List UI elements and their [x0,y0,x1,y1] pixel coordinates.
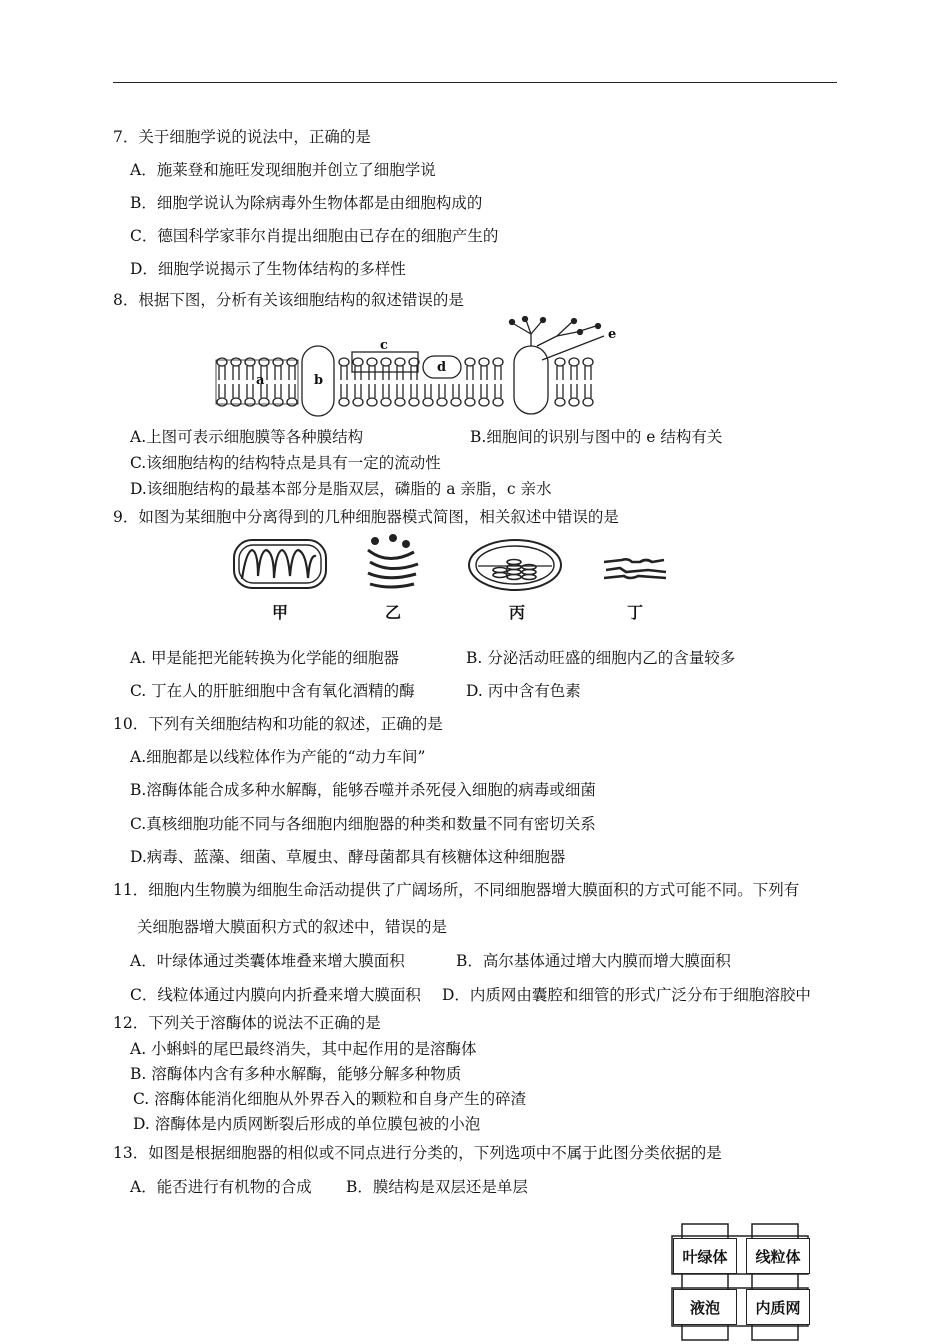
q10-option-d: D.病毒、蓝藻、细菌、草履虫、酵母菌都具有核糖体这种细胞器 [130,848,566,866]
q8-option-a: A.上图可表示细胞膜等各种膜结构 [130,428,364,446]
q12-option-a: A. 小蝌蚪的尾巴最终消失，其中起作用的是溶酶体 [130,1040,477,1058]
organelle-label-ding: 丁 [626,603,644,622]
label-b: b [314,373,324,388]
label-e: e [608,327,617,342]
label-d: d [437,360,447,375]
q11-option-b: B．高尔基体通过增大内膜而增大膜面积 [456,952,731,970]
q11-option-c: C．线粒体通过内膜向内折叠来增大膜面积 [130,986,421,1004]
q8-stem: 8．根据下图，分析有关该细胞结构的叙述错误的是 [113,291,464,309]
q8-option-b: B.细胞间的识别与图中的 e 结构有关 [470,428,723,446]
phospholipid-bilayer-middle [339,358,503,406]
q8-option-c: C.该细胞结构的结构特点是具有一定的流动性 [130,454,441,472]
label-a: a [256,373,265,388]
q11-option-d: D．内质网由囊腔和细管的形式广泛分布于细胞溶胶中 [442,986,811,1004]
header-rule [113,82,837,83]
q12-option-c: C. 溶酶体能消化细胞从外界吞入的颗粒和自身产生的碎渣 [133,1090,527,1108]
membrane-diagram [212,316,632,420]
q13-stem: 13．如图是根据细胞器的相似或不同点进行分类的，下列选项中不属于此图分类依据的是 [113,1144,722,1162]
q7-option-c: C．德国科学家菲尔肖提出细胞由已存在的细胞产生的 [130,227,499,245]
q9-option-d: D. 丙中含有色素 [466,682,581,700]
organelle-label-yi: 乙 [384,603,402,622]
q10-option-c: C.真核细胞功能不同与各细胞内细胞器的种类和数量不同有密切关系 [130,815,596,833]
q12-stem: 12．下列关于溶酶体的说法不正确的是 [113,1014,381,1032]
box-er: 内质网 [746,1289,810,1325]
q9-option-c: C. 丁在人的肝脏细胞中含有氧化酒精的酶 [130,682,415,700]
endoplasmic-reticulum-icon [604,559,666,578]
q10-option-a: A.细胞都是以线粒体作为产能的“动力车间” [130,748,426,766]
chloroplast-icon [469,540,561,590]
q10-stem: 10．下列有关细胞结构和功能的叙述，正确的是 [113,715,443,733]
q13-option-b: B．膜结构是双层还是单层 [346,1178,528,1196]
q11-stem-line1: 11．细胞内生物膜为细胞生命活动提供了广阔场所，不同细胞器增大膜面积的方式可能不同。下列有 [113,881,800,899]
q12-option-d: D. 溶酶体是内质网断裂后形成的单位膜包被的小泡 [133,1115,481,1133]
golgi-icon [368,535,418,587]
glycoprotein [514,346,548,414]
label-c: c [380,338,388,353]
q9-option-a: A. 甲是能把光能转换为化学能的细胞器 [130,649,400,667]
organelle-figure [228,532,678,628]
q11-stem-line2: 关细胞器增大膜面积方式的叙述中，错误的是 [137,918,448,936]
q7-option-b: B．细胞学说认为除病毒外生物体都是由细胞构成的 [130,194,483,212]
box-chloroplast: 叶绿体 [673,1238,737,1274]
q12-option-b: B. 溶酶体内含有多种水解酶，能够分解多种物质 [130,1065,462,1083]
q13-option-a: A．能否进行有机物的合成 [130,1178,312,1196]
organelle-label-jia: 甲 [271,603,289,622]
organelle-label-bing: 丙 [508,603,526,622]
q7-option-a: A．施莱登和施旺发现细胞并创立了细胞学说 [130,161,436,179]
region-c-box [352,352,418,372]
q9-option-b: B. 分泌活动旺盛的细胞内乙的含量较多 [466,649,736,667]
q7-stem: 7．关于细胞学说的说法中，正确的是 [113,128,371,146]
box-vacuole: 液泡 [673,1289,737,1325]
q7-option-d: D．细胞学说揭示了生物体结构的多样性 [130,260,406,278]
box-mitochondria: 线粒体 [746,1238,810,1274]
q10-option-b: B.溶酶体能合成多种水解酶，能够吞噬并杀死侵入细胞的病毒或细菌 [130,781,596,799]
mitochondrion-icon [234,540,326,588]
q11-option-a: A．叶绿体通过类囊体堆叠来增大膜面积 [130,952,405,970]
q8-option-d: D.该细胞结构的最基本部分是脂双层，磷脂的 a 亲脂，c 亲水 [130,480,552,498]
q9-stem: 9．如图为某细胞中分离得到的几种细胞器模式简图，相关叙述中错误的是 [113,508,619,526]
